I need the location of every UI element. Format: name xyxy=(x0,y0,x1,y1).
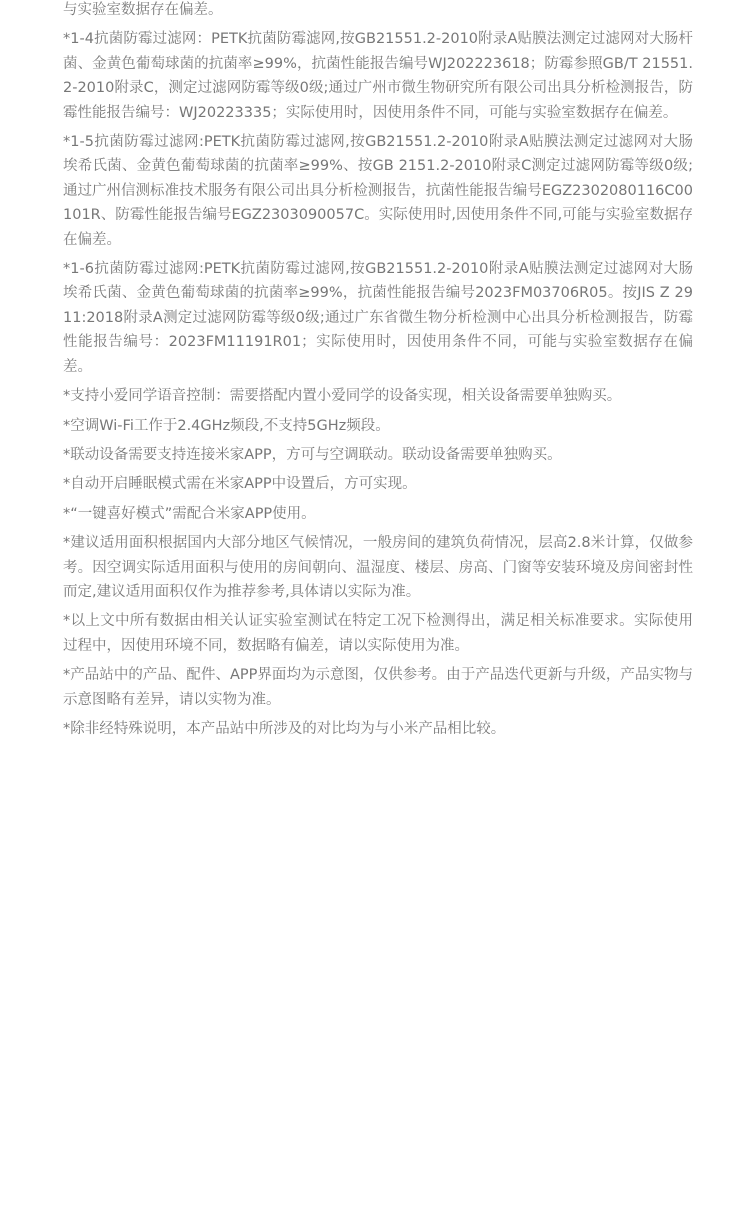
note-favorite-mode: *“一键喜好模式”需配合米家APP使用。 xyxy=(63,505,316,522)
note-sleep-mode: *自动开启睡眠模式需在米家APP中设置后，方可实现。 xyxy=(63,476,417,493)
note-test-data: *以上文中所有数据由相关认证实验室测试在特定工况下检测得出，满足相关标准要求。实际使用过程中，因使用环境不同，数据略有偏差，请以实际使用为准。 xyxy=(63,613,693,654)
note-filter-1-6: *1-6抗菌防霉过滤网:PETK抗菌防霉过滤网,按GB21551.2-2010附录A贴膜法测定过滤网对大肠埃希氏菌、金黄色葡萄球菌的抗菌率≥99%，抗菌性能报告编号2023FM03706R05。按JIS Z 2911:2018附录A测定过滤网防霉等级0级;通过广东省微生物分析检测中心出具分析检测报告，防霉性能报告编号：2023FM11191R01；实际使用时，因使用条件不同，可能与实验室数据存在偏差。 xyxy=(63,261,693,375)
note-comparison: *除非经特殊说明，本产品站中所涉及的对比均为与小米产品相比较。 xyxy=(63,720,506,737)
disclaimer-notes xyxy=(63,0,693,746)
note-voice-control: *支持小爱同学语音控制：需要搭配内置小爱同学的设备实现，相关设备需要单独购买。 xyxy=(63,388,622,405)
note-filter-1-4: *1-4抗菌防霉过滤网：PETK抗菌防霉滤网,按GB21551.2-2010附录A贴膜法测定过滤网对大肠杆菌、金黄色葡萄球菌的抗菌率≥99%，抗菌性能报告编号WJ202223618；防霉参照GB/T 21551.2-2010附录C，测定过滤网防霉等级0级;通过广州市微生物研究所有限公司出具分析检测报告，防霉性能报告编号：WJ20223335；实际使用时，因使用条件不同，可能与实验室数据存在偏差。 xyxy=(63,31,693,121)
note-wifi-band: *空调Wi-Fi工作于2.4GHz频段,不支持5GHz频段。 xyxy=(63,417,390,434)
note-continuation: 与实验室数据存在偏差。 xyxy=(63,2,223,18)
note-filter-1-5: *1-5抗菌防霉过滤网:PETK抗菌防霉过滤网,按GB21551.2-2010附录A贴膜法测定过滤网对大肠埃希氏菌、金黄色葡萄球菌的抗菌率≥99%、按GB 2151.2-2010附录C测定过滤网防霉等级0级;通过广州信测标准技术服务有限公司出具分析检测报告，抗菌性能报告编号EGZ2302080116C00101R、防霉性能报告编号EGZ2303090057C。实际使用时,因使用条件不同,可能与实验室数据存在偏差。 xyxy=(63,134,693,248)
note-area-recommendation: *建议适用面积根据国内大部分地区气候情况，一般房间的建筑负荷情况，层高2.8米计算，仅做参考。因空调实际适用面积与使用的房间朝向、温湿度、楼层、房高、门窗等安装环境及房间密封性而定,建议适用面积仅作为推荐参考,具体请以实际为准。 xyxy=(63,535,693,600)
note-illustrations: *产品站中的产品、配件、APP界面均为示意图，仅供参考。由于产品迭代更新与升级，产品实物与示意图略有差异，请以实物为准。 xyxy=(63,667,693,708)
note-linked-devices: *联动设备需要支持连接米家APP，方可与空调联动。联动设备需要单独购买。 xyxy=(63,446,562,463)
